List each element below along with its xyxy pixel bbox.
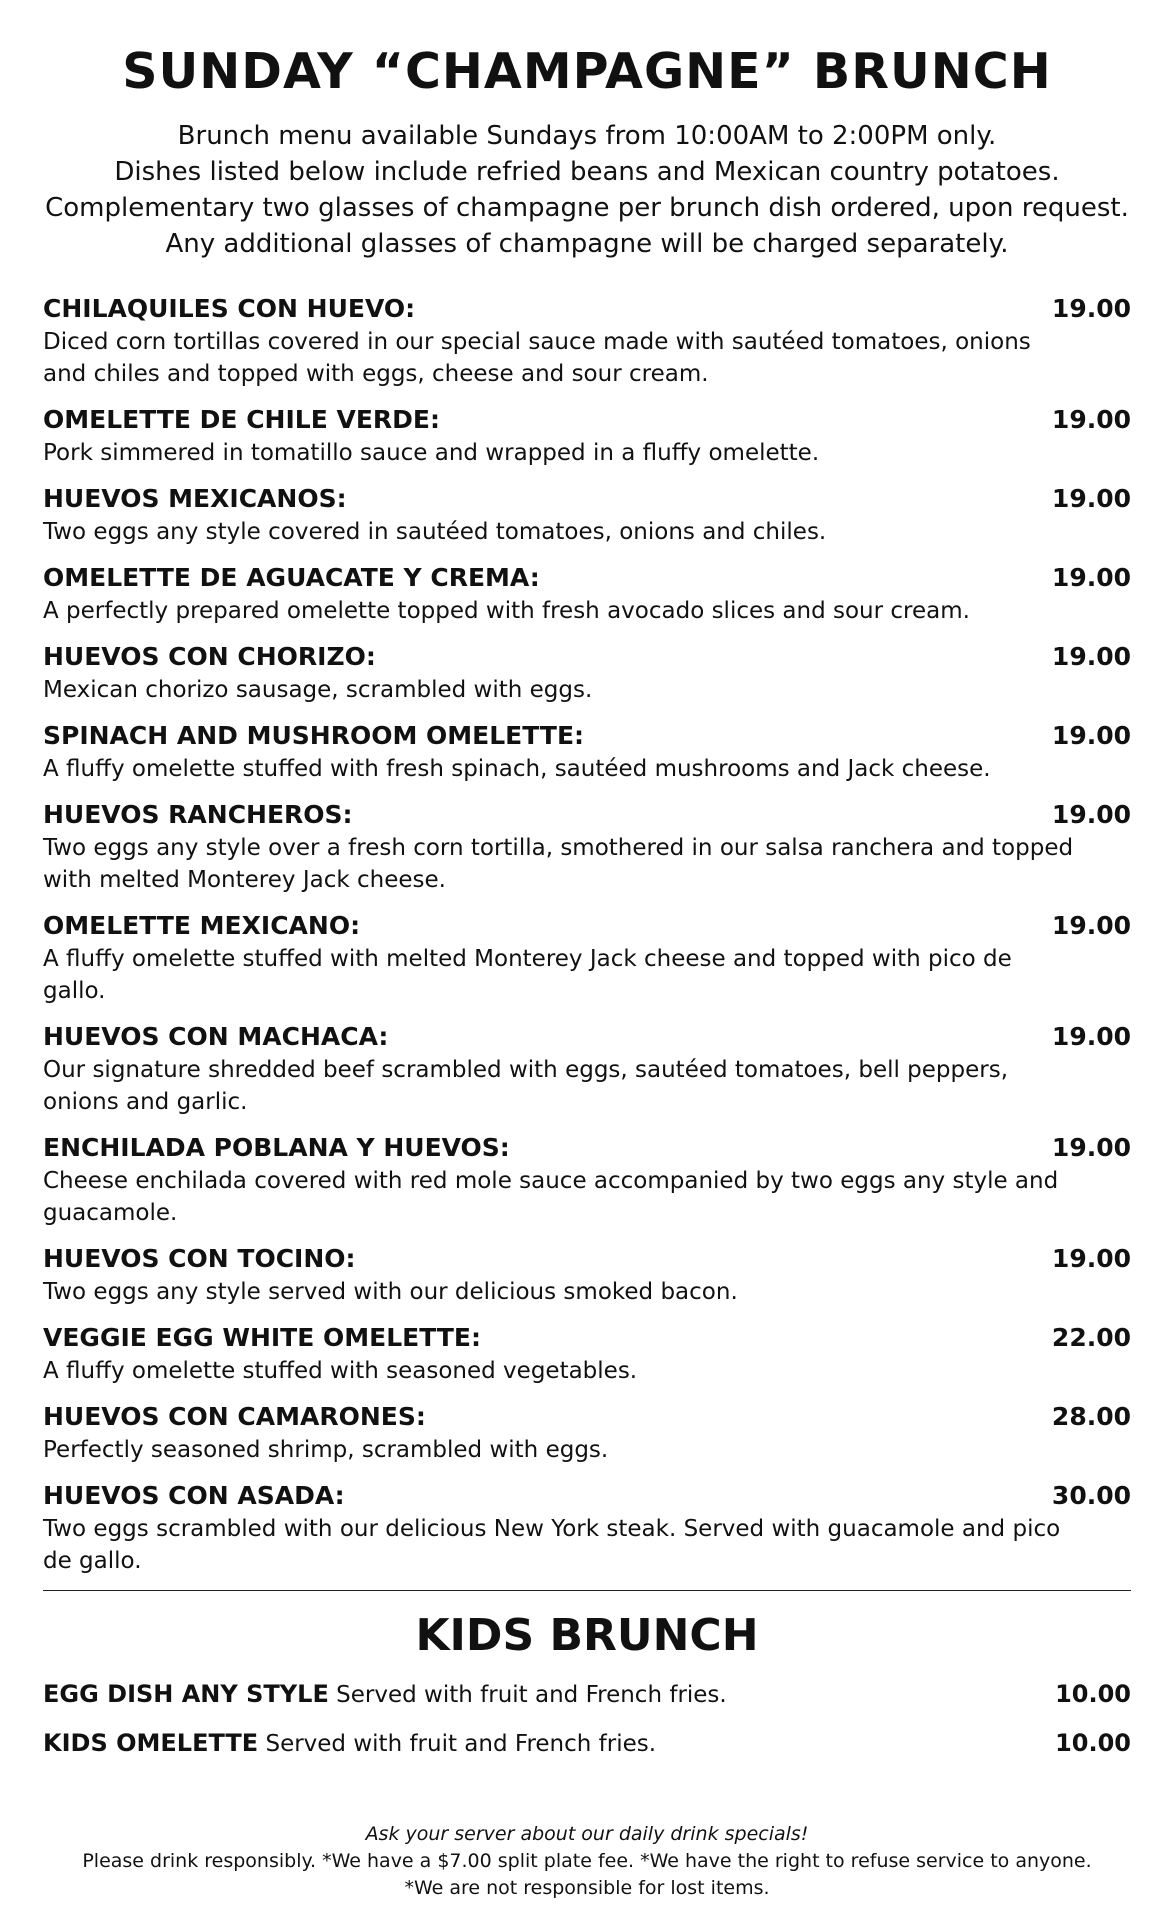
kids-section-title: KIDS BRUNCH	[415, 1610, 759, 1661]
menu-item-name: HUEVOS CON CHORIZO:	[43, 642, 376, 671]
menu-item-name: HUEVOS CON TOCINO:	[43, 1244, 356, 1273]
menu-item-price: 19.00	[1051, 484, 1131, 513]
menu-item	[43, 561, 1131, 627]
drink-specials-note: Ask your server about our daily drink specials!	[365, 1823, 809, 1845]
section-divider	[43, 1590, 1131, 1591]
menu-item-price: 19.00	[1051, 294, 1131, 323]
kids-item-price: 10.00	[1055, 1729, 1131, 1757]
menu-item	[43, 482, 1131, 548]
menu-item-description: Two eggs any style over a fresh corn tortilla, smothered in our salsa ranchera and topped with melted Monterey Jack cheese.	[43, 835, 1074, 893]
intro-line: Any additional glasses of champagne will be charged separately.	[165, 229, 1009, 259]
intro-line: Complementary two glasses of champagne per brunch dish ordered, upon request.	[45, 193, 1129, 223]
menu-item	[43, 292, 1131, 390]
menu-item	[43, 909, 1131, 1007]
menu-item-price: 28.00	[1051, 1402, 1131, 1431]
kids-item-description: Served with fruit and French fries.	[258, 1731, 657, 1757]
menu-item-name: HUEVOS CON ASADA:	[43, 1481, 345, 1510]
intro-line: Brunch menu available Sundays from 10:00AM to 2:00PM only.	[177, 121, 997, 151]
menu-item-description: Perfectly seasoned shrimp, scrambled with eggs.	[43, 1437, 609, 1463]
menu-item-price: 19.00	[1051, 642, 1131, 671]
menu-item-description: Cheese enchilada covered with red mole sauce accompanied by two eggs any style and guacamole.	[43, 1168, 1059, 1226]
kids-menu-item	[43, 1726, 1131, 1761]
menu-item-name: OMELETTE MEXICANO:	[43, 911, 361, 940]
menu-item-name: HUEVOS MEXICANOS:	[43, 484, 347, 513]
menu-item-price: 22.00	[1051, 1323, 1131, 1352]
menu-item-price: 19.00	[1051, 911, 1131, 940]
menu-item	[43, 1242, 1131, 1308]
menu-item-price: 30.00	[1051, 1481, 1131, 1510]
menu-item-price: 19.00	[1051, 405, 1131, 434]
menu-item-description: Two eggs scrambled with our delicious New York steak. Served with guacamole and pico de gallo.	[43, 1516, 1061, 1574]
menu-item-name: ENCHILADA POBLANA Y HUEVOS:	[43, 1133, 510, 1162]
menu-item-price: 19.00	[1051, 800, 1131, 829]
kids-item-name: KIDS OMELETTE	[43, 1729, 259, 1757]
menu-item-price: 19.00	[1051, 1022, 1131, 1051]
menu-item-description: Mexican chorizo sausage, scrambled with eggs.	[43, 677, 593, 703]
menu-item-description: Diced corn tortillas covered in our special sauce made with sautéed tomatoes, onions and chiles and topped with eggs, cheese and sour cream.	[43, 329, 1031, 387]
menu-item-name: HUEVOS RANCHEROS:	[43, 800, 353, 829]
brunch-menu-list	[43, 292, 1131, 1577]
menu-item-price: 19.00	[1051, 563, 1131, 592]
menu-item-name: OMELETTE DE CHILE VERDE:	[43, 405, 440, 434]
policy-note: Please drink responsibly. *We have a $7.00 split plate fee. *We have the right to refuse service to anyone.	[82, 1850, 1092, 1872]
intro-text	[43, 118, 1131, 262]
menu-item	[43, 1479, 1131, 1577]
kids-menu-list	[43, 1677, 1131, 1761]
menu-item	[43, 1131, 1131, 1229]
menu-item-description: Our signature shredded beef scrambled with eggs, sautéed tomatoes, bell peppers, onions and garlic.	[43, 1057, 1009, 1115]
lost-items-note: *We are not responsible for lost items.	[404, 1877, 770, 1899]
menu-item-description: Two eggs any style served with our delicious smoked bacon.	[43, 1279, 738, 1305]
menu-item-name: CHILAQUILES CON HUEVO:	[43, 294, 416, 323]
intro-line: Dishes listed below include refried beans and Mexican country potatoes.	[114, 157, 1060, 187]
menu-item	[43, 1321, 1131, 1387]
menu-item	[43, 1020, 1131, 1118]
page-title: SUNDAY “CHAMPAGNE” BRUNCH	[122, 43, 1052, 100]
menu-item-name: HUEVOS CON CAMARONES:	[43, 1402, 426, 1431]
menu-item	[43, 1400, 1131, 1466]
menu-item-price: 19.00	[1051, 1244, 1131, 1273]
kids-menu-item	[43, 1677, 1131, 1712]
menu-item-name: HUEVOS CON MACHACA:	[43, 1022, 389, 1051]
kids-item-price: 10.00	[1055, 1680, 1131, 1708]
kids-item-description: Served with fruit and French fries.	[328, 1682, 727, 1708]
menu-item	[43, 719, 1131, 785]
menu-item	[43, 640, 1131, 706]
menu-item	[43, 403, 1131, 469]
menu-item-name: SPINACH AND MUSHROOM OMELETTE:	[43, 721, 585, 750]
menu-item-description: Two eggs any style covered in sautéed tomatoes, onions and chiles.	[43, 519, 827, 545]
menu-item-name: OMELETTE DE AGUACATE Y CREMA:	[43, 563, 540, 592]
menu-item-description: A fluffy omelette stuffed with seasoned vegetables.	[43, 1358, 638, 1384]
menu-item-name: VEGGIE EGG WHITE OMELETTE:	[43, 1323, 481, 1352]
footer-notes	[43, 1821, 1131, 1902]
menu-item-price: 19.00	[1051, 1133, 1131, 1162]
menu-item-price: 19.00	[1051, 721, 1131, 750]
menu-item	[43, 798, 1131, 896]
menu-item-description: A perfectly prepared omelette topped with fresh avocado slices and sour cream.	[43, 598, 970, 624]
kids-item-name: EGG DISH ANY STYLE	[43, 1680, 329, 1708]
menu-item-description: Pork simmered in tomatillo sauce and wrapped in a fluffy omelette.	[43, 440, 820, 466]
menu-item-description: A fluffy omelette stuffed with fresh spinach, sautéed mushrooms and Jack cheese.	[43, 756, 991, 782]
menu-item-description: A fluffy omelette stuffed with melted Monterey Jack cheese and topped with pico de gallo.	[43, 946, 1012, 1004]
